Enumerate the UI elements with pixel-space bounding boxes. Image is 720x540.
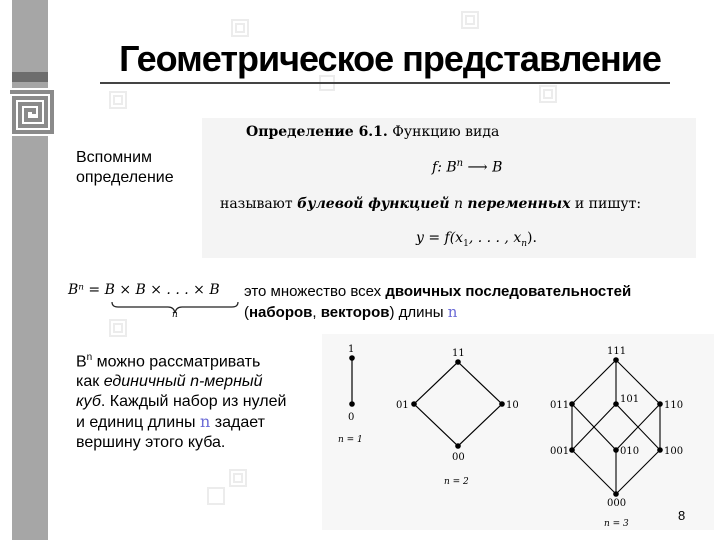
cube-description: [76, 348, 322, 453]
n2-right-label: 10: [506, 400, 519, 411]
n1-caption: n = 1: [338, 435, 363, 445]
called-pre: называют: [220, 196, 298, 212]
n3-u1-label: 011: [550, 400, 570, 411]
called-vars: переменных: [467, 196, 571, 212]
square-spiral-ornament-icon: [6, 88, 56, 136]
formula-y: y = f(x: [416, 230, 464, 246]
mapping-codomain: ⟶ B: [463, 159, 503, 176]
n2-left-label: 01: [396, 400, 409, 411]
formula-mid: , . . . , x: [468, 230, 522, 246]
definition-called-line: [220, 196, 641, 212]
bn-desc2-bold1: наборов: [249, 304, 313, 321]
cube-line2-it: единичный n-мерный: [103, 373, 263, 391]
called-bool: булевой функцией: [297, 196, 450, 212]
cube-line4-rest: задает: [210, 414, 265, 432]
hypercube-figure: [322, 334, 714, 530]
cube-line3: . Каждый набор из нулей: [100, 393, 287, 411]
definition-heading-rest: Функцию вида: [392, 124, 500, 140]
definition-heading-line: [246, 124, 499, 140]
underbrace-label: n: [172, 310, 178, 320]
cube-line3-it: куб: [76, 393, 101, 411]
n3-top-label: 111: [607, 346, 627, 357]
cube-b: B: [76, 353, 87, 371]
n3-l3-label: 100: [664, 446, 684, 457]
definition-mapping: [432, 158, 502, 176]
page-number: 8: [678, 508, 686, 523]
bn-lhs: Bⁿ =: [68, 282, 105, 298]
bn-desc-bold: двоичных последовательностей: [385, 283, 632, 300]
mapping-sup: n: [456, 158, 464, 169]
cube-line4-n: n: [199, 412, 211, 432]
cube-line5: вершину этого куба.: [76, 434, 226, 452]
bn-desc2-post: ) длины: [389, 304, 448, 321]
recall-label: Вспомним определение: [76, 149, 174, 186]
n3-bottom-label: 000: [607, 498, 627, 509]
formula-sub1: 1: [463, 238, 469, 249]
bn-desc2-n: n: [447, 303, 458, 321]
n2-top-label: 11: [452, 348, 465, 359]
bn-formula: [62, 270, 240, 322]
n3-u2-label: 101: [620, 394, 640, 405]
bn-rhs: B × B × . . . × B: [104, 282, 220, 298]
bn-description: [244, 282, 716, 323]
n3-l2-label: 010: [620, 446, 640, 457]
mapping-f: f: [432, 159, 438, 176]
n3-caption: n = 3: [604, 519, 629, 529]
n3-u3-label: 110: [664, 400, 684, 411]
bn-desc2-mid: ,: [312, 304, 321, 321]
cube-line1: можно рассматривать: [92, 353, 261, 371]
definition-heading: Определение 6.1.: [246, 124, 388, 140]
cube-line4: и единиц длины: [76, 414, 200, 432]
n3-l1-label: 001: [550, 446, 570, 457]
n1-top-label: 1: [348, 344, 355, 355]
mapping-domain: : B: [437, 159, 457, 176]
bn-desc-pre: это множество всех: [244, 283, 386, 300]
formula-end: ).: [527, 230, 537, 246]
definition-panel: [202, 118, 696, 258]
cube-sup: n: [86, 352, 93, 363]
bn-desc2-pre: (: [244, 304, 249, 321]
bn-desc2-bold2: векторов: [320, 304, 390, 321]
formula-subn: n: [521, 238, 528, 249]
slide-title: Геометрическое представление: [119, 38, 661, 79]
title-underline: [100, 82, 670, 84]
called-post: и пишут:: [570, 196, 642, 212]
called-n: n: [449, 196, 468, 212]
definition-formula: [416, 230, 537, 249]
n2-caption: n = 2: [444, 477, 469, 487]
n1-bottom-label: 0: [348, 412, 355, 423]
cube-line2: как: [76, 373, 104, 391]
n2-bottom-label: 00: [452, 452, 465, 463]
left-sidebar-mark: [12, 72, 48, 82]
